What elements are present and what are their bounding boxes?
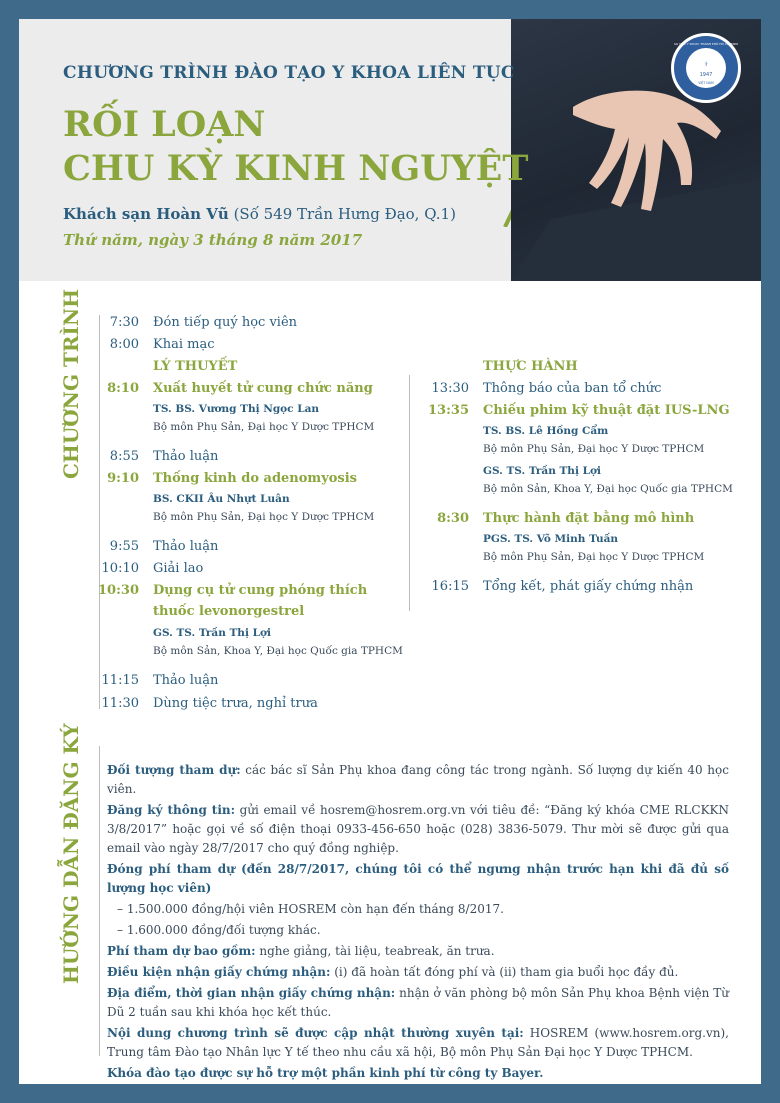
- speaker-affiliation: Bộ môn Sản, Khoa Y, Đại học Quốc gia TPHCM: [153, 645, 403, 657]
- registration-side-label: HƯỚNG DẪN ĐĂNG KÝ: [59, 723, 83, 984]
- certificate-condition-paragraph: Điều kiện nhận giấy chứng nhận: (i) đã hoàn tất đóng phí và (ii) tham gia buổi học đầy đủ.: [107, 965, 679, 979]
- svg-text:ĐẠI HỌC Y DƯỢC THÀNH PHỐ HỒ CH: ĐẠI HỌC Y DƯỢC THÀNH PHỐ HỒ CHÍ MINH: [674, 42, 738, 46]
- fee-heading: Đóng phí tham dự (đến 28/7/2017, chúng tôi có thể ngưng nhận trước hạn khi đã đủ số lượng học viên): [107, 862, 729, 895]
- venue: [63, 205, 456, 223]
- audience-paragraph: Đối tượng tham dự: các bác sĩ Sản Phụ khoa đang công tác trong ngành. Số lượng dự kiến 40 học viên.: [107, 763, 729, 796]
- program-pre-title: CHƯƠNG TRÌNH ĐÀO TẠO Y KHOA LIÊN TỤC: [63, 63, 515, 83]
- speaker-name: PGS. TS. Võ Minh Tuấn: [483, 533, 619, 545]
- svg-text:VIỆT NAM: VIỆT NAM: [698, 81, 714, 85]
- fee-other: – 1.600.000 đồng/đối tượng khác.: [117, 923, 321, 937]
- fee-includes-paragraph: Phí tham dự bao gồm: nghe giảng, tài liệu, teabreak, ăn trưa.: [107, 944, 495, 958]
- sponsor-note: Khóa đào tạo được sự hỗ trợ một phần kinh phí từ công ty Bayer.: [107, 1066, 544, 1080]
- register-paragraph: Đăng ký thông tin: gửi email về hosrem@hosrem.org.vn với tiêu đề: “Đăng ký khóa CME RLCKKN 3/8/2017” hoặc gọi về số điện thoại 0933-456-650 hoặc (028) 3836-5079. Thư mời sẽ được gửi qua email vào ngày 28/7/2017 cho quý đồng nghiệp.: [107, 803, 730, 855]
- speaker-affiliation: Bộ môn Phụ Sản, Đại học Y Dược TPHCM: [483, 551, 705, 563]
- speaker-affiliation: Bộ môn Phụ Sản, Đại học Y Dược TPHCM: [153, 421, 375, 433]
- session-title-cont: thuốc levonorgestrel: [153, 604, 305, 619]
- session-title: Thực hành đặt bằng mô hình: [483, 511, 695, 526]
- registration-left-rule: [99, 746, 100, 1056]
- speaker-name: TS. BS. Lê Hồng Cẩm: [483, 425, 609, 437]
- speaker-affiliation: Bộ môn Phụ Sản, Đại học Y Dược TPHCM: [483, 443, 705, 455]
- registration-info: [107, 761, 729, 1084]
- program-side-label: CHƯƠNG TRÌNH: [59, 288, 83, 479]
- venue-address: (Số 549 Trần Hưng Đạo, Q.1): [228, 205, 456, 223]
- fee-member: – 1.500.000 đồng/hội viên HOSREM còn hạn đến tháng 8/2017.: [117, 902, 504, 916]
- session-title: Thống kinh do adenomyosis: [153, 471, 357, 486]
- speaker-affiliation: Bộ môn Sản, Khoa Y, Đại học Quốc gia TPHCM: [483, 483, 733, 495]
- svg-text:1947: 1947: [699, 72, 713, 78]
- svg-text:⚕: ⚕: [704, 61, 708, 68]
- speaker-name: TS. BS. Vương Thị Ngọc Lan: [153, 403, 320, 415]
- header-banner: [19, 19, 761, 281]
- course-title-line2: CHU KỲ KINH NGUYỆT: [63, 148, 529, 189]
- speaker-name: GS. TS. Trần Thị Lợi: [153, 627, 271, 639]
- certificate-location-paragraph: Địa điểm, thời gian nhận giấy chứng nhận: nhận ở văn phòng bộ môn Sản Phụ khoa Bệnh viện Từ Dũ 2 tuần sau khi khóa học kết thúc.: [107, 986, 729, 1019]
- venue-name: Khách sạn Hoàn Vũ: [63, 205, 229, 223]
- course-title-line1: RỐI LOẠN: [63, 104, 266, 145]
- speaker-name: GS. TS. Trần Thị Lợi: [483, 465, 601, 477]
- event-date: Thứ năm, ngày 3 tháng 8 năm 2017: [63, 231, 363, 249]
- updates-paragraph: Nội dung chương trình sẽ được cập nhật thường xuyên tại: HOSREM (www.hosrem.org.vn), Trung tâm Đào tạo Nhân lực Y tế theo nhu cầu xã hội, Bộ môn Phụ Sản Đại học Y Dược TPHCM.: [107, 1026, 729, 1059]
- university-logo: [671, 33, 741, 103]
- theory-heading: LÝ THUYẾT: [153, 359, 238, 374]
- speaker-affiliation: Bộ môn Phụ Sản, Đại học Y Dược TPHCM: [153, 511, 375, 523]
- program-column-divider: [409, 375, 410, 611]
- flyer-sheet: ⚕ 1947 VIỆT NAM ĐẠI HỌC Y DƯỢC THÀNH PHỐ HỒ CHÍ MINH CHƯƠNG TRÌNH ĐÀO TẠO Y KHOA LIÊN TỤC RỐI LOẠN CHU KỲ KINH NGUYỆT Khách sạn Hoàn Vũ (Số 549 Trần Hưng Đạo, Q.1) Thứ năm, ngày 3 tháng 8 năm 2017 CHƯƠNG TRÌNH 7:30 Đón tiếp quý học viên 8:00 Khai mạc LÝ THUYẾT 8:10 Xuất huyết tử cung chức năng TS. BS. Vương Thị Ngọc Lan Bộ môn Phụ Sản, Đại học Y Dược TPHCM 8:55 Thảo luận 9:10 Thống kinh do adenomyosis BS. CKII Âu Nhựt Luân Bộ môn Phụ Sản, Đại học Y Dược TPHCM 9:55 Thảo luận 10:10 Giải lao 10:30 Dụng cụ tử cung phóng thích thuốc levonorgestrel GS. TS. Trần Thị Lợi Bộ môn Sản, Khoa Y, Đại học Quốc gia TPHCM 11:15 Thảo luận 11:30 Dùng tiệc trưa, nghỉ trưa THỰC HÀNH 13:30 Thông báo của ban tổ chức 13:35 Chiếu phim kỹ thuật đặt IUS-LNG TS. BS. Lê Hồng Cẩm Bộ môn Phụ Sản, Đại học Y Dược TPHCM GS. TS. Trần Thị Lợi Bộ môn Sản, Khoa Y, Đại học Quốc gia TPHCM 8:30 Thực hành đặt bằng mô hình PGS. TS. Võ Minh Tuấn Bộ môn Phụ Sản, Đại học Y Dược TPHCM 16:15 Tổng kết, phát giấy chứng nhận HƯỚNG DẪN ĐĂNG KÝ Đối tượng tham dự: các bác sĩ Sản Phụ khoa đang công tác trong ngành. Số lượng dự kiến 40 học viên. Đăng ký thông tin: gửi email về hosrem@hosrem.org.vn với tiêu đề: “Đăng ký khóa CME RLCKKN 3/8/2017” hoặc gọi về số điện thoại 0933-456-650 hoặc (028) 3836-5079. Thư mời sẽ được gửi qua email vào ngày 28/7/2017 cho quý đồng nghiệp. Đóng phí tham dự (đến 28/7/2017, chúng tôi có thể ngưng nhận trước hạn khi đã đủ số lượng học viên) – 1.500.000 đồng/hội viên HOSREM còn hạn đến tháng 8/2017. – 1.600.000 đồng/đối tượng khác. Phí tham dự bao gồm: nghe giảng, tài liệu, teabreak, ăn trưa. Điều kiện nhận giấy chứng nhận: (i) đã hoàn tất đóng phí và (ii) tham gia buổi học đầy đủ. Địa điểm, thời gian nhận giấy chứng nhận: nhận ở văn phòng bộ môn Sản Phụ khoa Bệnh viện Từ Dũ 2 tuần sau khi khóa học kết thúc. Nội dung chương trình sẽ được cập nhật thường xuyên tại: HOSREM (www.hosrem.org.vn), Trung tâm Đào tạo Nhân lực Y tế theo nhu cầu xã hội, Bộ môn Phụ Sản Đại học Y Dược TPHCM. Khóa đào tạo được sự hỗ trợ một phần kinh phí từ công ty Bayer.: [19, 19, 761, 1084]
- session-title: Dụng cụ tử cung phóng thích: [153, 583, 368, 598]
- session-title: Xuất huyết tử cung chức năng: [153, 381, 373, 396]
- session-title: Chiếu phim kỹ thuật đặt IUS-LNG: [483, 403, 730, 418]
- course-title: [63, 103, 528, 191]
- speaker-name: BS. CKII Âu Nhựt Luân: [153, 493, 290, 505]
- program-left-rule: [99, 315, 100, 709]
- practice-heading: THỰC HÀNH: [483, 359, 578, 374]
